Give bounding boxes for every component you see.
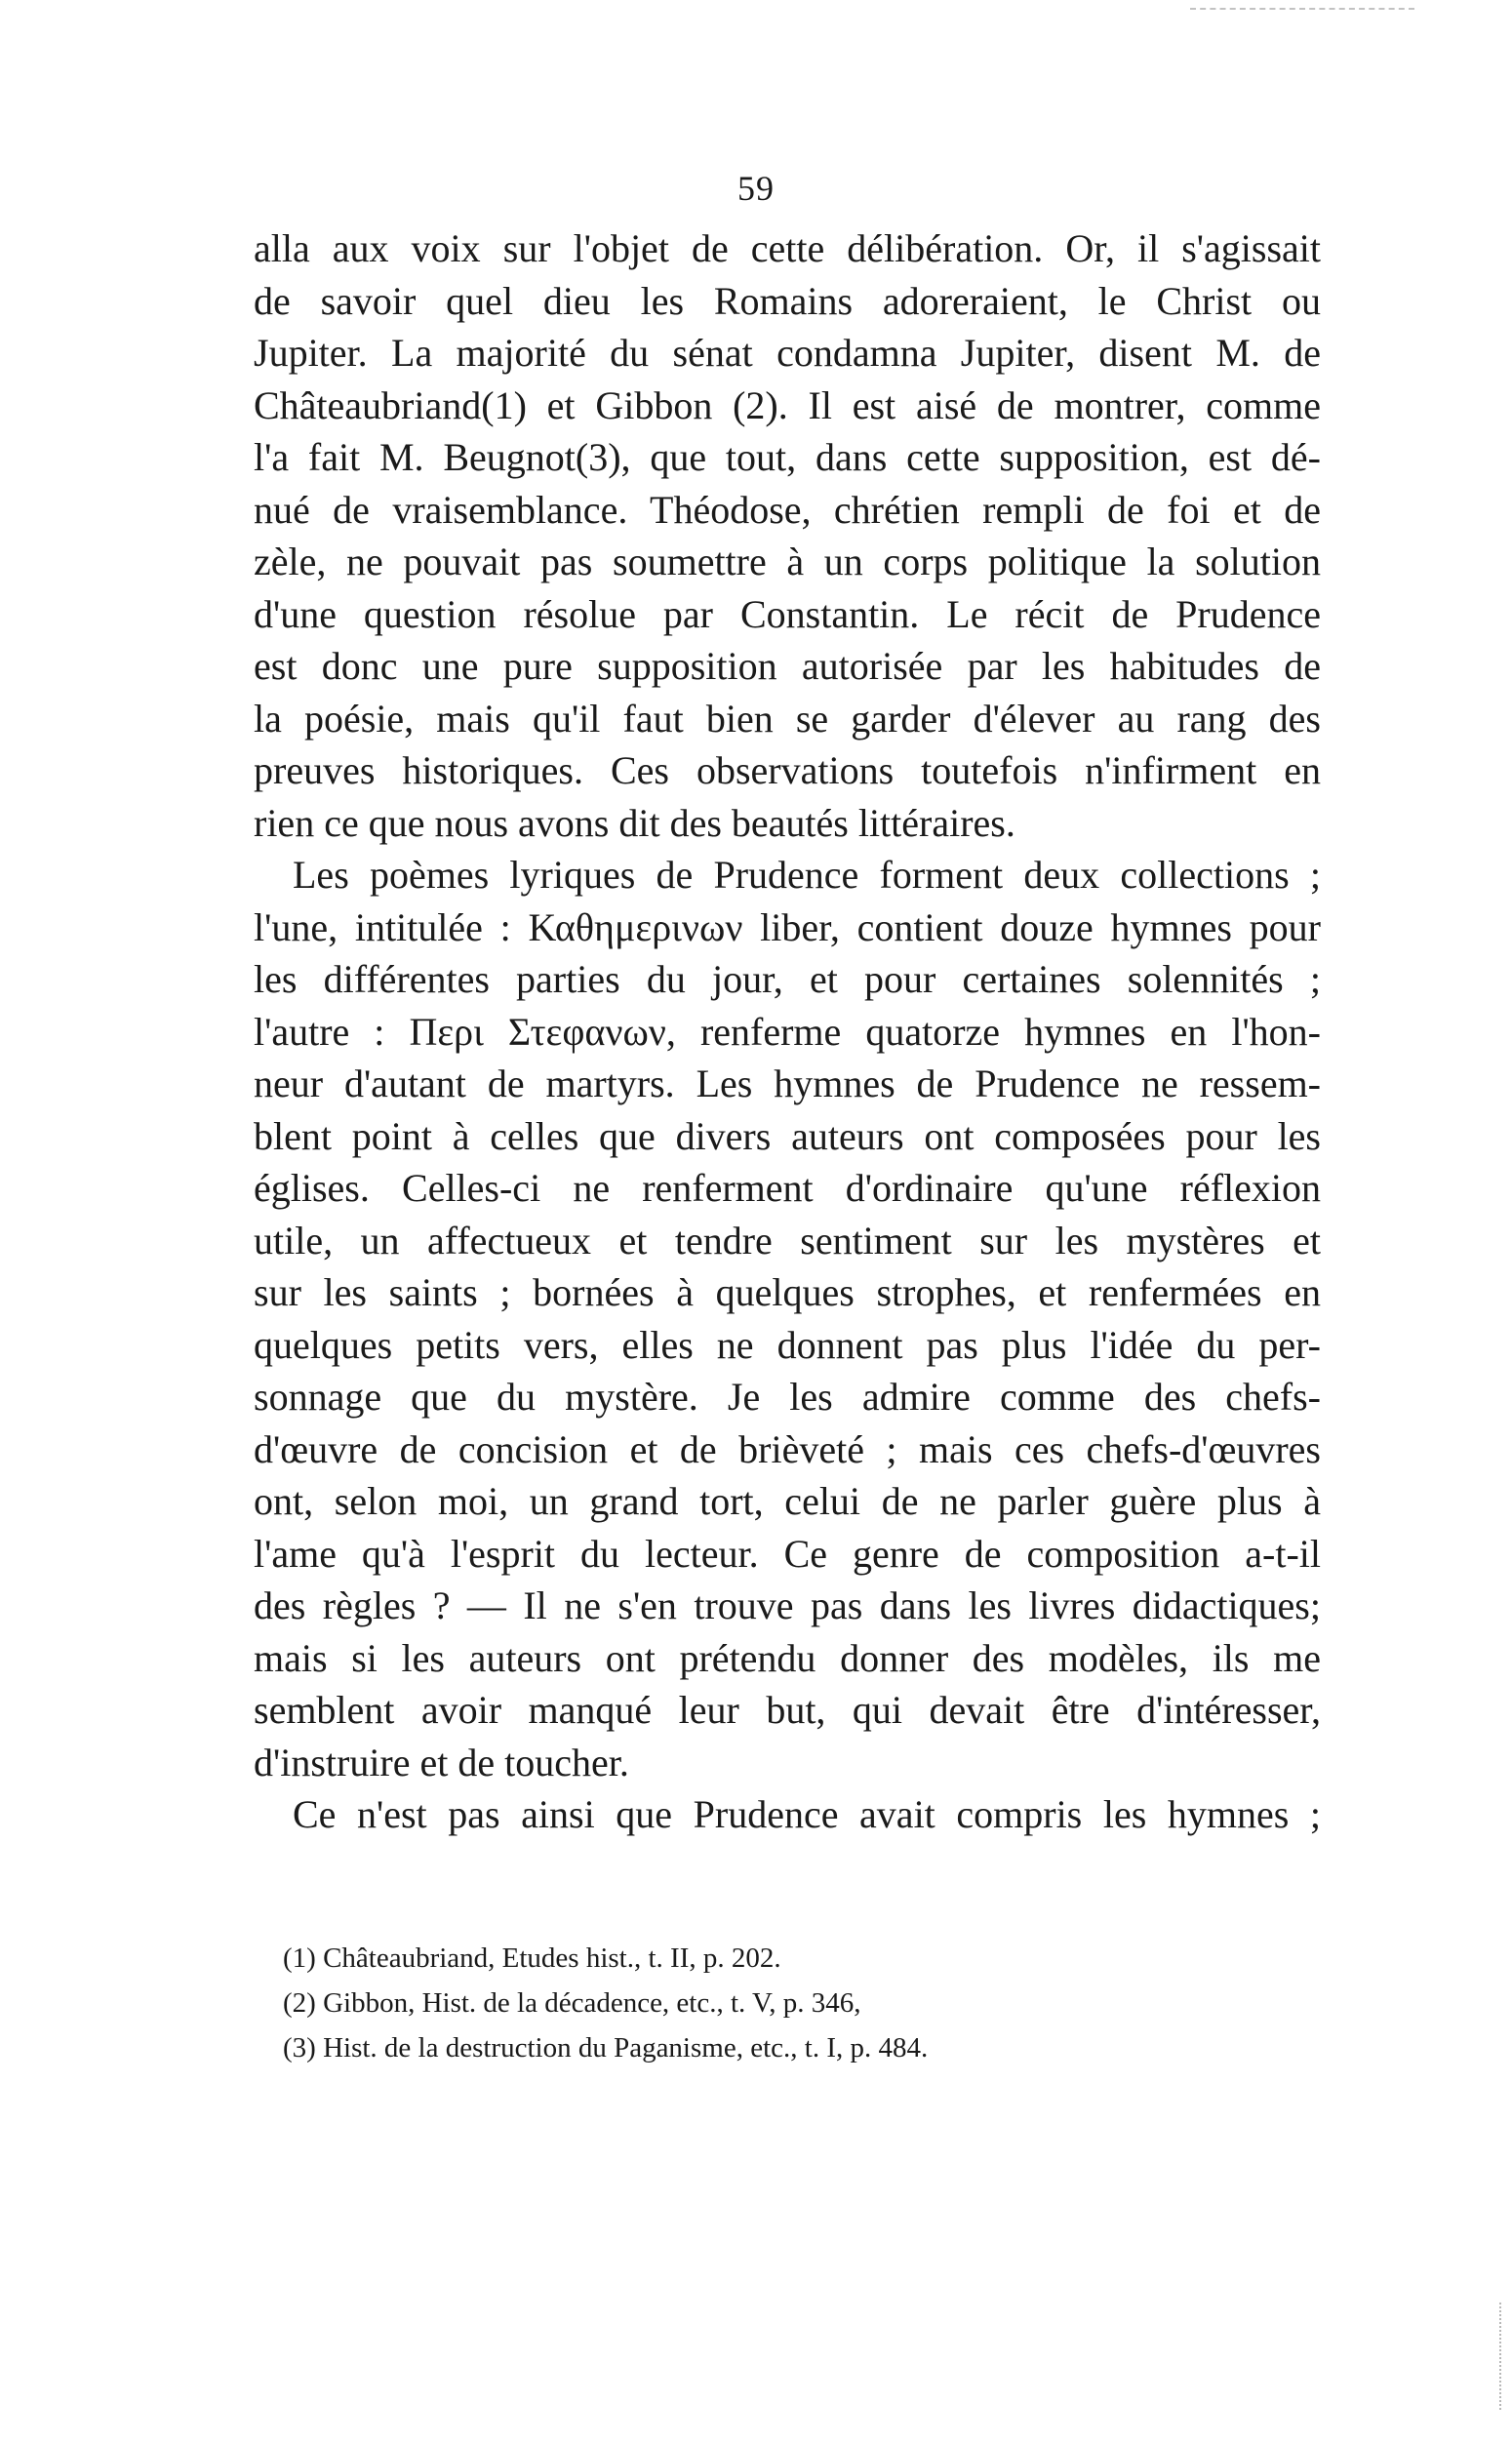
text-line: zèle, ne pouvait pas soumettre à un corps politique la solution <box>254 540 1321 583</box>
text-line: mais si les auteurs ont prétendu donner des modèles, ils me <box>254 1635 1321 1680</box>
text-line: sur les saints ; bornées à quelques strophes, et renfermées en <box>254 1270 1321 1314</box>
footnote: (3) Hist. de la destruction du Paganisme, etc., t. I, p. 484. <box>283 2032 929 2063</box>
text-line: les différentes parties du jour, et pour certaines solennités ; <box>254 957 1321 1001</box>
text-line: alla aux voix sur l'objet de cette délibération. Or, il s'agissait <box>254 226 1321 270</box>
text-line: d'une question résolue par Constantin. Le récit de Prudence <box>254 591 1321 636</box>
page-number: 59 <box>737 169 775 208</box>
text-line: rien ce que nous avons dit des beautés littéraires. <box>254 800 1015 845</box>
text-line: des règles ? — Il ne s'en trouve pas dans les livres didactiques; <box>254 1583 1321 1627</box>
text-line: neur d'autant de martyrs. Les hymnes de Prudence ne ressem- <box>254 1062 1321 1105</box>
text-line: d'instruire et de toucher. <box>254 1740 629 1784</box>
text-line: Jupiter. La majorité du sénat condamna Jupiter, disent M. de <box>254 331 1321 375</box>
text-line: ont, selon moi, un grand tort, celui de ne parler guère plus à <box>254 1479 1321 1523</box>
text-line: quelques petits vers, elles ne donnent pas plus l'idée du per- <box>254 1322 1321 1367</box>
text-line: est donc une pure supposition autorisée par les habitudes de <box>254 644 1321 688</box>
text-line: l'ame qu'à l'esprit du lecteur. Ce genre de composition a-t-il <box>254 1531 1321 1576</box>
text-line: blent point à celles que divers auteurs ont composées pour les <box>254 1113 1321 1158</box>
text-line: preuves historiques. Ces observations toutefois n'infirment en <box>254 748 1321 792</box>
text-line: de savoir quel dieu les Romains adoreraient, le Christ ou <box>254 278 1321 323</box>
text-line: semblent avoir manqué leur but, qui devait être d'intéresser, <box>254 1688 1321 1732</box>
text-line: Les poèmes lyriques de Prudence forment deux collections ; <box>293 853 1321 897</box>
text-line: Châteaubriand(1) et Gibbon (2). Il est aisé de montrer, comme <box>254 382 1321 427</box>
text-line: églises. Celles-ci ne renferment d'ordinaire qu'une réflexion <box>254 1166 1321 1210</box>
footnotes <box>283 1936 1317 2070</box>
text-line: l'une, intitulée : Καθημερινων liber, contient douze hymnes pour <box>254 904 1321 949</box>
text-line: d'œuvre de concision et de brièveté ; mais ces chefs-d'œuvres <box>254 1426 1321 1471</box>
scan-artifact-top <box>1190 8 1414 18</box>
text-line: sonnage que du mystère. Je les admire comme des chefs- <box>254 1375 1321 1419</box>
text-line: nué de vraisemblance. Théodose, chrétien rempli de foi et de <box>254 487 1321 532</box>
text-line: utile, un affectueux et tendre sentiment sur les mystères et <box>254 1218 1321 1262</box>
footnote: (1) Châteaubriand, Etudes hist., t. II, p. 202. <box>283 1943 781 1974</box>
scan-artifact-edge <box>1499 2303 1504 2410</box>
text-line: l'autre : Περι Στεφανων, renferme quatorze hymnes en l'hon- <box>254 1009 1321 1054</box>
body-text <box>254 222 1321 1841</box>
text-line: la poésie, mais qu'il faut bien se garder d'élever au rang des <box>254 696 1321 741</box>
footnote: (2) Gibbon, Hist. de la décadence, etc., t. V, p. 346, <box>283 1987 861 2019</box>
text-line: Ce n'est pas ainsi que Prudence avait compris les hymnes ; <box>293 1792 1321 1836</box>
text-line: l'a fait M. Beugnot(3), que tout, dans cette supposition, est dé- <box>254 435 1321 479</box>
